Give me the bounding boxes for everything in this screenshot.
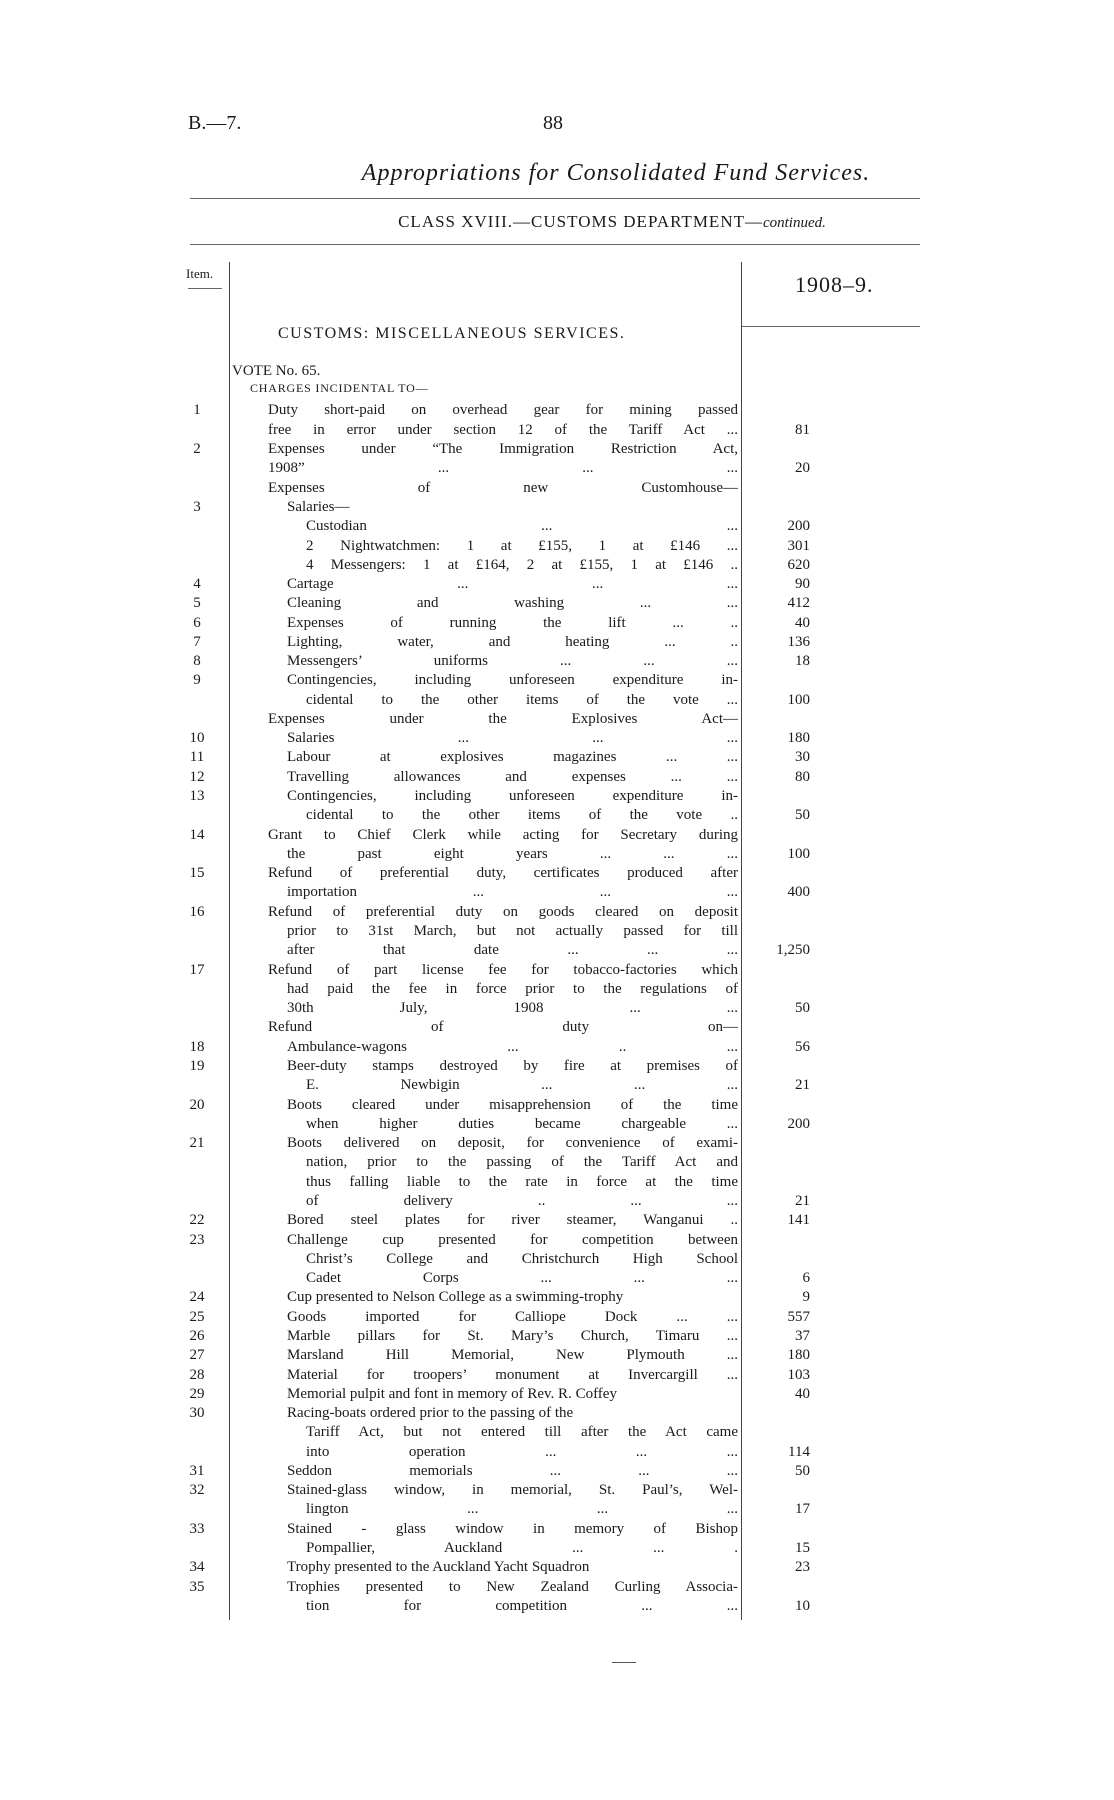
table-row bbox=[0, 594, 1114, 613]
item-description: Salaries— bbox=[287, 499, 350, 515]
item-amount: 18 bbox=[795, 653, 810, 669]
item-number: 8 bbox=[193, 653, 201, 669]
item-amount: 80 bbox=[795, 769, 810, 785]
document-reference: B.—7. bbox=[188, 112, 242, 134]
item-number: 28 bbox=[189, 1367, 205, 1383]
top-rule bbox=[190, 198, 920, 199]
table-row bbox=[0, 845, 1114, 864]
item-number: 14 bbox=[189, 827, 205, 843]
item-header-underline bbox=[188, 288, 222, 289]
item-number: 32 bbox=[189, 1482, 205, 1498]
item-description: Beer-duty stamps destroyed by fire at premises of bbox=[287, 1058, 738, 1074]
item-description: the past eight years ... ... ... bbox=[287, 846, 738, 862]
table-row bbox=[0, 961, 1114, 980]
item-description: Racing-boats ordered prior to the passing of the bbox=[287, 1405, 574, 1421]
table-row bbox=[0, 864, 1114, 883]
item-description: Grant to Chief Clerk while acting for Secretary during bbox=[268, 827, 738, 843]
table-row bbox=[0, 1231, 1114, 1250]
item-amount: 103 bbox=[787, 1367, 810, 1383]
bottom-dash bbox=[612, 1662, 636, 1663]
table-row bbox=[0, 1597, 1114, 1616]
item-description: Challenge cup presented for competition between bbox=[287, 1232, 738, 1248]
item-number: 15 bbox=[189, 865, 205, 881]
year-header-rule bbox=[742, 326, 920, 327]
item-amount: 50 bbox=[795, 1463, 810, 1479]
item-amount: 50 bbox=[795, 807, 810, 823]
table-row bbox=[0, 671, 1114, 690]
class-heading-text: CLASS XVIII.—CUSTOMS DEPARTMENT— bbox=[398, 212, 763, 231]
item-description: into operation ... ... ... bbox=[306, 1444, 738, 1460]
table-row bbox=[0, 941, 1114, 960]
item-description: 30th July, 1908 ... ... bbox=[287, 1000, 738, 1016]
item-amount: 10 bbox=[795, 1598, 810, 1614]
item-description: Ambulance-wagons ... .. ... bbox=[287, 1039, 738, 1055]
item-description: Stained-glass window, in memorial, St. Paul’s, Wel- bbox=[287, 1482, 738, 1498]
item-number: 33 bbox=[189, 1521, 205, 1537]
table-row bbox=[0, 1385, 1114, 1404]
item-number: 35 bbox=[189, 1579, 205, 1595]
item-description: Trophy presented to the Auckland Yacht Squadron bbox=[287, 1559, 590, 1575]
table-row bbox=[0, 1192, 1114, 1211]
item-description: Bored steel plates for river steamer, Wanganui .. bbox=[287, 1212, 738, 1228]
item-description: Expenses of running the lift ... .. bbox=[287, 615, 738, 631]
table-row bbox=[0, 1057, 1114, 1076]
item-amount: 100 bbox=[787, 846, 810, 862]
item-amount: 400 bbox=[787, 884, 810, 900]
table-row bbox=[0, 1443, 1114, 1462]
item-description: Refund of preferential duty on goods cleared on deposit bbox=[268, 904, 738, 920]
table-row bbox=[0, 498, 1114, 517]
item-description: when higher duties became chargeable ... bbox=[306, 1116, 738, 1132]
item-amount: 141 bbox=[787, 1212, 810, 1228]
table-row bbox=[0, 1462, 1114, 1481]
item-amount: 23 bbox=[795, 1559, 810, 1575]
item-description: Duty short-paid on overhead gear for mining passed bbox=[268, 402, 738, 418]
item-amount: 9 bbox=[802, 1289, 810, 1305]
item-amount: 50 bbox=[795, 1000, 810, 1016]
item-number: 11 bbox=[189, 749, 205, 765]
charges-heading: CHARGES INCIDENTAL TO— bbox=[250, 381, 429, 395]
item-description: thus falling liable to the rate in force at the time bbox=[306, 1174, 738, 1190]
vote-number: VOTE No. 65. bbox=[232, 363, 321, 379]
table-row bbox=[0, 1366, 1114, 1385]
table-row bbox=[0, 1211, 1114, 1230]
item-number: 26 bbox=[189, 1328, 205, 1344]
table-row bbox=[0, 1038, 1114, 1057]
table-row bbox=[0, 575, 1114, 594]
item-description: Custodian ... ... bbox=[306, 518, 738, 534]
item-amount: 40 bbox=[795, 1386, 810, 1402]
table-row bbox=[0, 1076, 1114, 1095]
item-description: of delivery .. ... ... bbox=[306, 1193, 738, 1209]
item-number: 3 bbox=[193, 499, 201, 515]
class-heading-continued: continued. bbox=[762, 215, 826, 231]
table-row bbox=[0, 1115, 1114, 1134]
table-row bbox=[0, 748, 1114, 767]
table-row bbox=[0, 556, 1114, 575]
item-description: 4 Messengers: 1 at £164, 2 at £155, 1 at £146 .. bbox=[306, 557, 738, 573]
item-number: 7 bbox=[193, 634, 201, 650]
table-row bbox=[0, 1250, 1114, 1269]
item-amount: 180 bbox=[787, 730, 810, 746]
item-description: tion for competition ... ... bbox=[306, 1598, 738, 1614]
item-number: 4 bbox=[193, 576, 201, 592]
table-row bbox=[0, 1404, 1114, 1423]
item-amount: 412 bbox=[787, 595, 810, 611]
item-number: 27 bbox=[189, 1347, 205, 1363]
table-row bbox=[0, 1018, 1114, 1037]
item-amount: 100 bbox=[787, 692, 810, 708]
header-rule bbox=[190, 244, 920, 245]
item-description: Refund of part license fee for tobacco-factories which bbox=[268, 962, 738, 978]
item-description: Seddon memorials ... ... ... bbox=[287, 1463, 738, 1479]
table-row bbox=[0, 1520, 1114, 1539]
item-amount: 81 bbox=[795, 422, 810, 438]
item-number: 23 bbox=[189, 1232, 205, 1248]
item-amount: 136 bbox=[787, 634, 810, 650]
table-row bbox=[0, 652, 1114, 671]
page-title: Appropriations for Consolidated Fund Services. bbox=[361, 160, 871, 186]
item-number: 24 bbox=[189, 1289, 205, 1305]
item-description: Cartage ... ... ... bbox=[287, 576, 738, 592]
table-row bbox=[0, 1327, 1114, 1346]
item-description: Boots cleared under misapprehension of the time bbox=[287, 1097, 738, 1113]
item-description: Marsland Hill Memorial, New Plymouth ... bbox=[287, 1347, 738, 1363]
item-description: prior to 31st March, but not actually passed for till bbox=[287, 923, 738, 939]
item-number: 12 bbox=[189, 769, 205, 785]
item-description: lington ... ... ... bbox=[306, 1501, 738, 1517]
item-amount: 37 bbox=[795, 1328, 810, 1344]
table-row bbox=[0, 633, 1114, 652]
item-description: Trophies presented to New Zealand Curling Associa- bbox=[287, 1579, 738, 1595]
item-description: Tariff Act, but not entered till after the Act came bbox=[306, 1424, 738, 1440]
table-row bbox=[0, 1346, 1114, 1365]
item-number: 6 bbox=[193, 615, 201, 631]
item-number: 18 bbox=[189, 1039, 205, 1055]
table-row bbox=[0, 1539, 1114, 1558]
table-row bbox=[0, 1423, 1114, 1442]
table-row bbox=[0, 710, 1114, 729]
item-amount: 301 bbox=[787, 538, 810, 554]
item-description: Contingencies, including unforeseen expenditure in- bbox=[287, 672, 738, 688]
page-number: 88 bbox=[543, 112, 563, 134]
item-amount: 200 bbox=[787, 1116, 810, 1132]
table-row bbox=[0, 1558, 1114, 1577]
item-amount: 180 bbox=[787, 1347, 810, 1363]
table-row bbox=[0, 1578, 1114, 1597]
item-number: 1 bbox=[193, 402, 201, 418]
item-description: Goods imported for Calliope Dock ... ... bbox=[287, 1309, 738, 1325]
item-description: E. Newbigin ... ... ... bbox=[306, 1077, 738, 1093]
year-column-header: 1908–9. bbox=[795, 272, 874, 297]
item-description: Stained - glass window in memory of Bishop bbox=[287, 1521, 738, 1537]
item-description: Expenses under the Explosives Act— bbox=[268, 711, 738, 727]
item-column-header: Item. bbox=[186, 266, 214, 281]
item-description: nation, prior to the passing of the Tariff Act and bbox=[306, 1154, 738, 1170]
item-description: after that date ... ... ... bbox=[287, 942, 738, 958]
item-description: Christ’s College and Christchurch High School bbox=[306, 1251, 738, 1267]
item-description: free in error under section 12 of the Tariff Act ... bbox=[268, 422, 738, 438]
item-amount: 21 bbox=[795, 1077, 810, 1093]
item-description: Travelling allowances and expenses ... ... bbox=[287, 769, 738, 785]
item-description: Cup presented to Nelson College as a swimming-trophy bbox=[287, 1289, 624, 1305]
table-row bbox=[0, 922, 1114, 941]
item-number: 31 bbox=[189, 1463, 205, 1479]
table-row bbox=[0, 440, 1114, 459]
item-amount: 30 bbox=[795, 749, 810, 765]
item-amount: 90 bbox=[795, 576, 810, 592]
item-description: Salaries ... ... ... bbox=[287, 730, 738, 746]
item-number: 34 bbox=[189, 1559, 205, 1575]
table-row bbox=[0, 537, 1114, 556]
item-number: 30 bbox=[189, 1405, 205, 1421]
item-number: 10 bbox=[189, 730, 205, 746]
item-number: 9 bbox=[193, 672, 201, 688]
item-description: Contingencies, including unforeseen expenditure in- bbox=[287, 788, 738, 804]
item-description: Expenses under “The Immigration Restriction Act, bbox=[268, 441, 738, 457]
table-row bbox=[0, 1500, 1114, 1519]
table-row bbox=[0, 1096, 1114, 1115]
table-row bbox=[0, 459, 1114, 478]
item-description: 2 Nightwatchmen: 1 at £155, 1 at £146 ... bbox=[306, 538, 738, 554]
table-row bbox=[0, 517, 1114, 536]
item-amount: 21 bbox=[795, 1193, 810, 1209]
item-description: Boots delivered on deposit, for convenience of exami- bbox=[287, 1135, 738, 1151]
item-description: importation ... ... ... bbox=[287, 884, 738, 900]
item-number: 25 bbox=[189, 1309, 205, 1325]
table-row bbox=[0, 1308, 1114, 1327]
item-description: cidental to the other items of the vote .. bbox=[306, 807, 738, 823]
table-row bbox=[0, 729, 1114, 748]
table-row bbox=[0, 903, 1114, 922]
item-description: Lighting, water, and heating ... .. bbox=[287, 634, 738, 650]
table-row bbox=[0, 479, 1114, 498]
item-number: 21 bbox=[189, 1135, 205, 1151]
table-row bbox=[0, 980, 1114, 999]
item-number: 19 bbox=[189, 1058, 205, 1074]
item-number: 17 bbox=[189, 962, 205, 978]
item-number: 13 bbox=[189, 788, 205, 804]
item-description: Material for troopers’ monument at Invercargill ... bbox=[287, 1367, 738, 1383]
item-description: cidental to the other items of the vote ... bbox=[306, 692, 738, 708]
table-row bbox=[0, 1134, 1114, 1153]
item-amount: 200 bbox=[787, 518, 810, 534]
table-row bbox=[0, 999, 1114, 1018]
item-description: Cleaning and washing ... ... bbox=[287, 595, 738, 611]
item-description: Pompallier, Auckland ... ... . bbox=[306, 1540, 738, 1556]
item-description: Marble pillars for St. Mary’s Church, Timaru ... bbox=[287, 1328, 738, 1344]
item-number: 5 bbox=[193, 595, 201, 611]
item-number: 29 bbox=[189, 1386, 205, 1402]
section-title: CUSTOMS: MISCELLANEOUS SERVICES. bbox=[278, 325, 626, 342]
item-description: Refund of duty on— bbox=[268, 1019, 738, 1035]
item-number: 22 bbox=[189, 1212, 205, 1228]
table-row bbox=[0, 691, 1114, 710]
table-row bbox=[0, 1481, 1114, 1500]
class-heading bbox=[0, 212, 1114, 232]
item-amount: 20 bbox=[795, 460, 810, 476]
item-description: Labour at explosives magazines ... ... bbox=[287, 749, 738, 765]
item-amount: 557 bbox=[787, 1309, 810, 1325]
item-description: had paid the fee in force prior to the regulations of bbox=[287, 981, 738, 997]
item-number: 16 bbox=[189, 904, 205, 920]
table-row bbox=[0, 826, 1114, 845]
item-amount: 40 bbox=[795, 615, 810, 631]
item-amount: 17 bbox=[795, 1501, 810, 1517]
item-amount: 620 bbox=[787, 557, 810, 573]
item-description: Cadet Corps ... ... ... bbox=[306, 1270, 738, 1286]
table-row bbox=[0, 883, 1114, 902]
item-description: Refund of preferential duty, certificates produced after bbox=[268, 865, 738, 881]
table-row bbox=[0, 401, 1114, 420]
table-row bbox=[0, 806, 1114, 825]
item-amount: 1,250 bbox=[776, 942, 810, 958]
table-row bbox=[0, 614, 1114, 633]
item-description: Messengers’ uniforms ... ... ... bbox=[287, 653, 738, 669]
item-description: Memorial pulpit and font in memory of Rev. R. Coffey bbox=[287, 1386, 617, 1402]
table-row bbox=[0, 1269, 1114, 1288]
item-amount: 56 bbox=[795, 1039, 810, 1055]
item-description: 1908” ... ... ... bbox=[268, 460, 738, 476]
item-number: 20 bbox=[189, 1097, 205, 1113]
item-number: 2 bbox=[193, 441, 201, 457]
item-description: Expenses of new Customhouse— bbox=[268, 480, 738, 496]
table-row bbox=[0, 787, 1114, 806]
table-row bbox=[0, 1173, 1114, 1192]
item-amount: 15 bbox=[795, 1540, 810, 1556]
item-amount: 114 bbox=[788, 1444, 810, 1460]
item-amount: 6 bbox=[802, 1270, 810, 1286]
table-row bbox=[0, 768, 1114, 787]
table-row bbox=[0, 421, 1114, 440]
table-row bbox=[0, 1153, 1114, 1172]
table-row bbox=[0, 1288, 1114, 1307]
